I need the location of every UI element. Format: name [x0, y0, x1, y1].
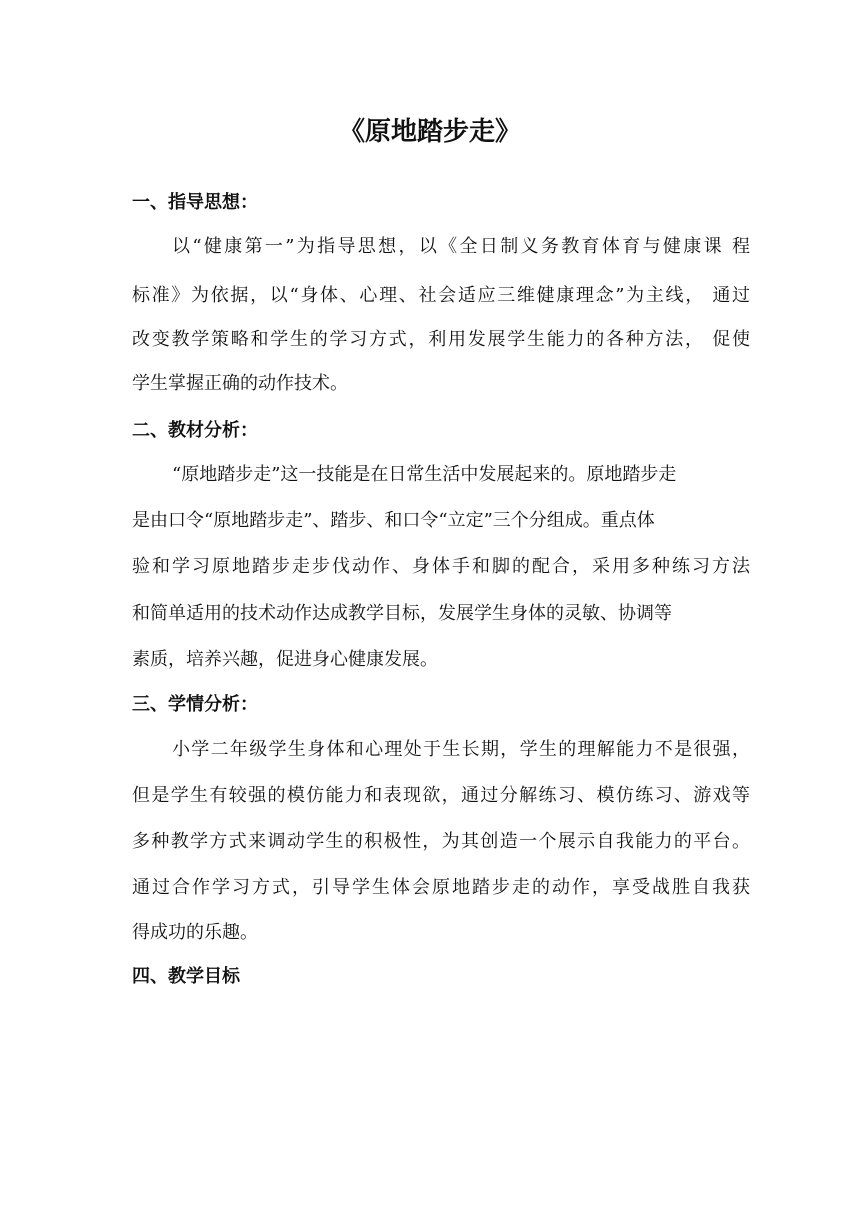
paragraph-line: 小学二年级学生身体和心理处于生长期，学生的理解能力不是很强，: [172, 739, 750, 760]
paragraph-line: 是由口令“原地踏步走”、踏步、和口令“立定”三个分组成。重点体: [132, 510, 655, 531]
section-heading-material-analysis: 二、教材分析：: [132, 420, 258, 441]
section-heading-learner-analysis: 三、学情分析：: [132, 694, 258, 715]
paragraph-line: 验和学习原地踏步走步伐动作、身体手和脚的配合，采用多种练习方法: [132, 556, 750, 577]
document-title: 《原地踏步走》: [338, 117, 521, 147]
paragraph-line: 改变教学策略和学生的学习方式，利用发展学生能力的各种方法， 促使: [132, 329, 750, 350]
paragraph-line: 但是学生有较强的模仿能力和表现欲，通过分解练习、模仿练习、游戏等: [132, 785, 750, 806]
paragraph-line: 素质，培养兴趣，促进身心健康发展。: [132, 649, 438, 670]
paragraph-line: 多种教学方式来调动学生的积极性，为其创造一个展示自我能力的平台。: [132, 831, 750, 852]
paragraph-line: “原地踏步走”这一技能是在日常生活中发展起来的。原地踏步走: [172, 464, 677, 485]
paragraph-line: 标准》为依据，以“身体、心理、社会适应三维健康理念”为主线， 通过: [132, 285, 750, 306]
paragraph-line: 通过合作学习方式，引导学生体会原地踏步走的动作，享受战胜自我获: [132, 877, 750, 898]
paragraph-line: 得成功的乐趣。: [132, 922, 258, 943]
paragraph-line: 学生掌握正确的动作技术。: [132, 373, 348, 394]
section-heading-teaching-objectives: 四、教学目标: [132, 966, 240, 987]
paragraph-line: 以“健康第一”为指导思想，以《全日制义务教育体育与健康课 程: [172, 236, 750, 257]
paragraph-line: 和简单适用的技术动作达成教学目标，发展学生身体的灵敏、协调等: [132, 603, 672, 624]
section-heading-guiding-ideology: 一、指导思想：: [132, 192, 258, 213]
